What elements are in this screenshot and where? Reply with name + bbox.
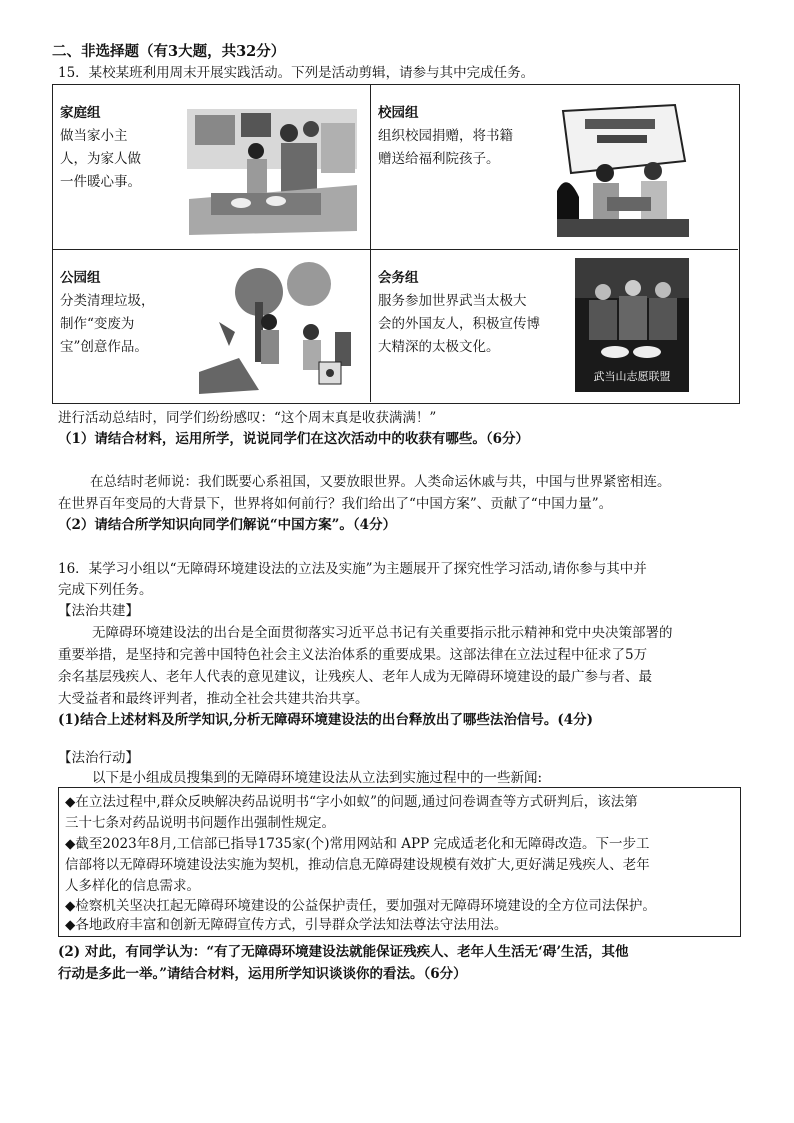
family-group-text: 做当家小主 人，为家人做 一件暖心事。 <box>60 128 141 190</box>
conference-group-title: 会务组 <box>378 270 419 286</box>
law-paragraph-line-3: 余名基层残疾人、老年人代表的意见建议，让残疾人、老年人成为无障碍环境建设的最广参与者、最 <box>58 669 652 685</box>
q16-stem-line-1: 16．某学习小组以“无障碍环境建设法的立法及实施”为主题展开了探究性学习活动,请你参与其中并 <box>58 561 647 577</box>
book-donation-illustration <box>557 101 689 237</box>
activity-grid <box>52 84 740 404</box>
news-item-1-line-2: 三十七条对药品说明书问题作出强制性规定。 <box>65 815 335 831</box>
news-item-3: ◆检察机关坚决扛起无障碍环境建设的公益保护责任，要加强对无障碍环境建设的全方位司法保护。 <box>65 898 656 914</box>
rule-of-law-action-heading: 【法治行动】 <box>58 750 139 766</box>
news-item-2-line-1: ◆截至2023年8月,工信部已指导1735家(个)常用网站和 APP 完成适老化和无障碍改造。下一步工 <box>65 836 650 852</box>
q15-stem: 15．某校某班利用周末开展实践活动。下列是活动剪辑，请参与其中完成任务。 <box>58 65 535 81</box>
section-title: 二、非选择题（有3大题，共32分） <box>52 43 286 60</box>
q15-subquestion-1: （1）请结合材料，运用所学，说说同学们在这次活动中的收获有哪些。（6分） <box>58 431 530 447</box>
rule-of-law-heading: 【法治共建】 <box>58 603 139 619</box>
q16-stem-line-2: 完成下列任务。 <box>58 582 153 598</box>
q16-subquestion-1: (1)结合上述材料及所学知识,分析无障碍环境建设法的出台释放出了哪些法治信号。(4分) <box>58 712 594 728</box>
teacher-remark-line-1: 在总结时老师说：我们既要心系祖国，又要放眼世界。人类命运休戚与共，中国与世界紧密相连。 <box>90 474 671 490</box>
campus-group-title: 校园组 <box>378 105 419 121</box>
family-group-title: 家庭组 <box>60 105 101 121</box>
teacher-remark-line-2: 在世界百年变局的大背景下，世界将如何前行？我们给出了“中国方案”、贡献了“中国力量”。 <box>58 496 613 512</box>
news-intro: 以下是小组成员搜集到的无障碍环境建设法从立法到实施过程中的一些新闻: <box>92 770 543 786</box>
conference-group-text: 服务参加世界武当太极大 会的外国友人，积极宣传博 大精深的太极文化。 <box>378 293 540 355</box>
news-item-1-line-1: ◆在立法过程中,群众反映解决药品说明书“字小如蚁”的问题,通过问卷调查等方式研判后，该法第 <box>65 794 638 810</box>
campus-group-text: 组织校园捐赠，将书籍 赠送给福利院孩子。 <box>378 128 513 167</box>
news-item-2-line-2: 信部将以无障碍环境建设法实施为契机，推动信息无障碍建设规模有效扩大,更好满足残疾人、老年 <box>65 857 650 873</box>
park-cleanup-illustration <box>199 262 359 394</box>
q15-subquestion-2: （2）请结合所学知识向同学们解说“中国方案”。（4分） <box>58 517 397 533</box>
photo-caption: 武当山志愿联盟 <box>593 370 671 383</box>
news-item-4: ◆各地政府丰富和创新无障碍宣传方式，引导群众学法知法尊法守法用法。 <box>65 917 508 933</box>
park-group-text: 分类清理垃圾， 制作“变废为 宝”创意作品。 <box>60 293 155 355</box>
family-group-cell <box>53 85 371 250</box>
q16-subquestion-2-line-2: 行动是多此一举。”请结合材料，运用所学知识谈谈你的看法。（6分） <box>58 966 467 982</box>
q16-subquestion-2-line-1: (2) 对此，有同学认为：“有了无障碍环境建设法就能保证残疾人、老年人生活无‘碍’生活，其他 <box>58 944 629 960</box>
activity-summary: 进行活动总结时，同学们纷纷感叹：“这个周末真是收获满满！” <box>58 410 437 426</box>
park-group-cell <box>53 250 371 402</box>
law-paragraph-line-4: 大受益者和最终评判者，推动全社会共建共治共享。 <box>58 691 369 707</box>
volunteer-photo <box>575 258 689 392</box>
conference-group-cell <box>371 250 738 402</box>
news-item-2-line-3: 人多样化的信息需求。 <box>65 878 200 894</box>
law-paragraph-line-2: 重要举措，是坚持和完善中国特色社会主义法治体系的重要成果。这部法律在立法过程中征求了5万 <box>58 647 648 663</box>
law-paragraph-line-1: 无障碍环境建设法的出台是全面贯彻落实习近平总书记有关重要指示批示精神和党中央决策部署的 <box>92 625 673 641</box>
news-box <box>58 787 741 937</box>
campus-group-cell <box>371 85 738 250</box>
park-group-title: 公园组 <box>60 270 101 286</box>
family-cooking-illustration <box>181 99 365 239</box>
